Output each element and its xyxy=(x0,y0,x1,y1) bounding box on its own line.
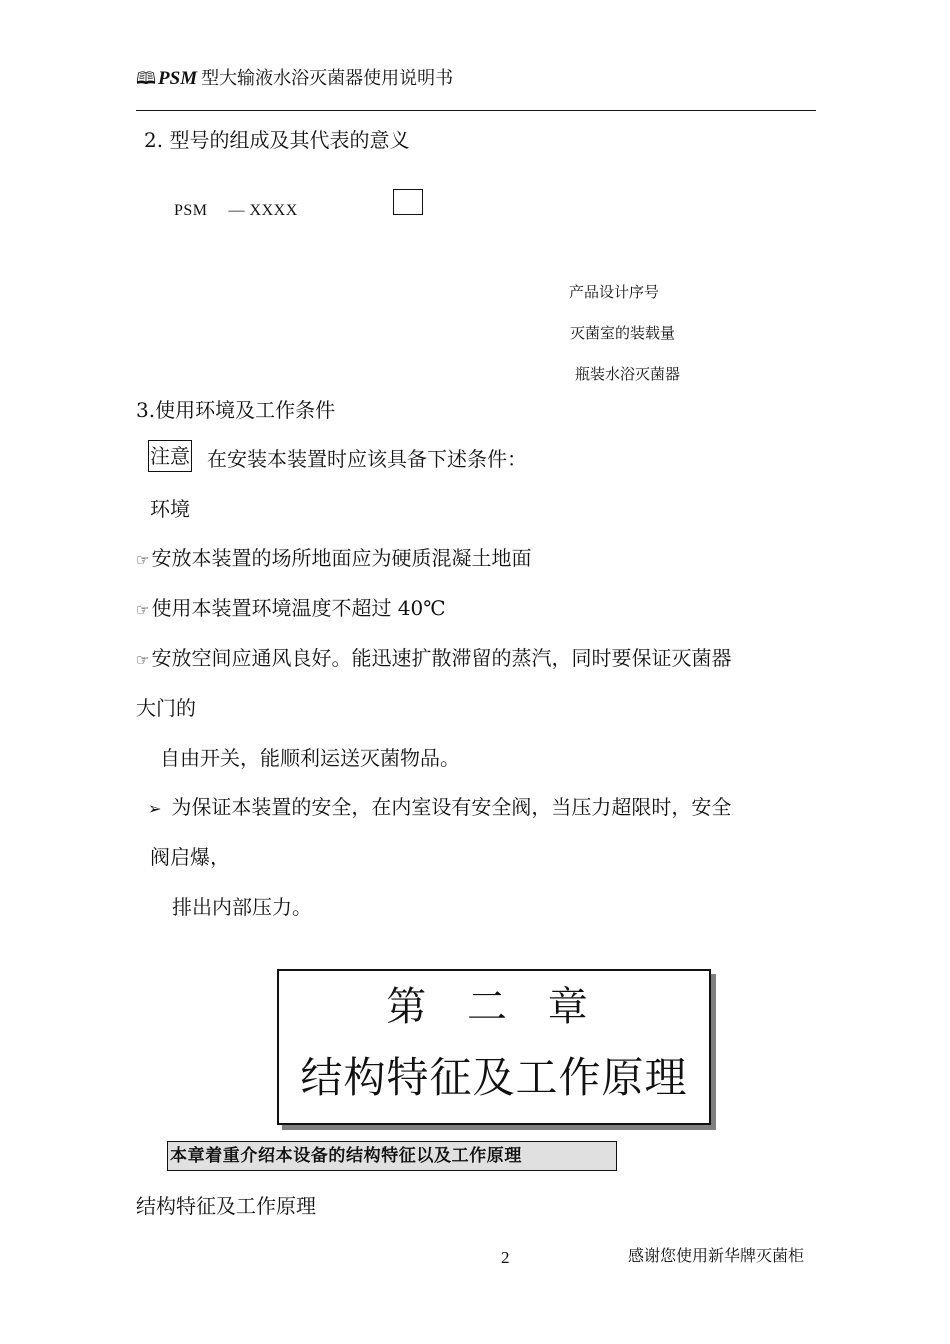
footer-thanks: 感谢您使用新华牌灭菌柜 xyxy=(628,1246,805,1265)
running-header xyxy=(136,64,453,95)
pointing-hand-icon: ☞ xyxy=(136,551,150,569)
section2-heading: 2. 型号的组成及其代表的意义 xyxy=(144,128,410,152)
book-icon: 🕮 xyxy=(136,69,157,89)
legend-sterilizer-type: 瓶装水浴灭菌器 xyxy=(575,365,681,383)
notice-tag: 注意 xyxy=(148,440,192,472)
bullet-text: 安放空间应通风良好。能迅速扩散滞留的蒸汽，同时要保证灭菌器 xyxy=(151,646,732,670)
page-number: 2 xyxy=(501,1248,510,1267)
chapter-title: 结构特征及工作原理 xyxy=(300,1053,688,1102)
environment-label: 环境 xyxy=(150,497,190,521)
model-code-box xyxy=(393,189,423,215)
arrow-continuation: 阀启爆， xyxy=(150,845,230,869)
model-code: PSM — XXXX xyxy=(174,202,298,219)
arrow-continuation: 排出内部压力。 xyxy=(172,895,312,919)
header-rule xyxy=(136,110,816,111)
bullet-text: 使用本装置环境温度不超过 40℃ xyxy=(151,596,446,620)
bullet-text: 安放本装置的场所地面应为硬质混凝土地面 xyxy=(151,546,532,570)
chapter-number: 第 二 章 xyxy=(386,984,602,1030)
pointing-hand-icon: ☞ xyxy=(136,601,150,619)
subsection-heading: 结构特征及工作原理 xyxy=(136,1194,316,1218)
chapter-summary-banner: 本章着重介绍本设备的结构特征以及工作原理 xyxy=(167,1141,617,1171)
bullet-continuation: 大门的 xyxy=(136,696,196,720)
header-brand: PSM xyxy=(158,68,198,89)
bullet-continuation: 自由开关，能顺利运送灭菌物品。 xyxy=(160,746,460,770)
legend-design-serial: 产品设计序号 xyxy=(569,283,660,301)
legend-load-capacity: 灭菌室的装载量 xyxy=(570,324,676,342)
pointing-hand-icon: ☞ xyxy=(136,651,150,669)
arrow-item xyxy=(148,791,731,820)
arrow-item-text: 为保证本装置的安全，在内室设有安全阀，当压力超限时，安全 xyxy=(171,795,732,819)
bullet-item xyxy=(136,592,446,621)
header-title: 型大输液水浴灭菌器使用说明书 xyxy=(201,68,454,89)
chapter-title-box xyxy=(277,969,711,1125)
bullet-item xyxy=(136,642,731,671)
arrow-bullet-icon: ➢ xyxy=(148,799,162,818)
notice-text: 在安装本装置时应该具备下述条件： xyxy=(207,447,527,471)
bullet-item xyxy=(136,542,531,571)
section3-heading: 3.使用环境及工作条件 xyxy=(136,398,336,422)
